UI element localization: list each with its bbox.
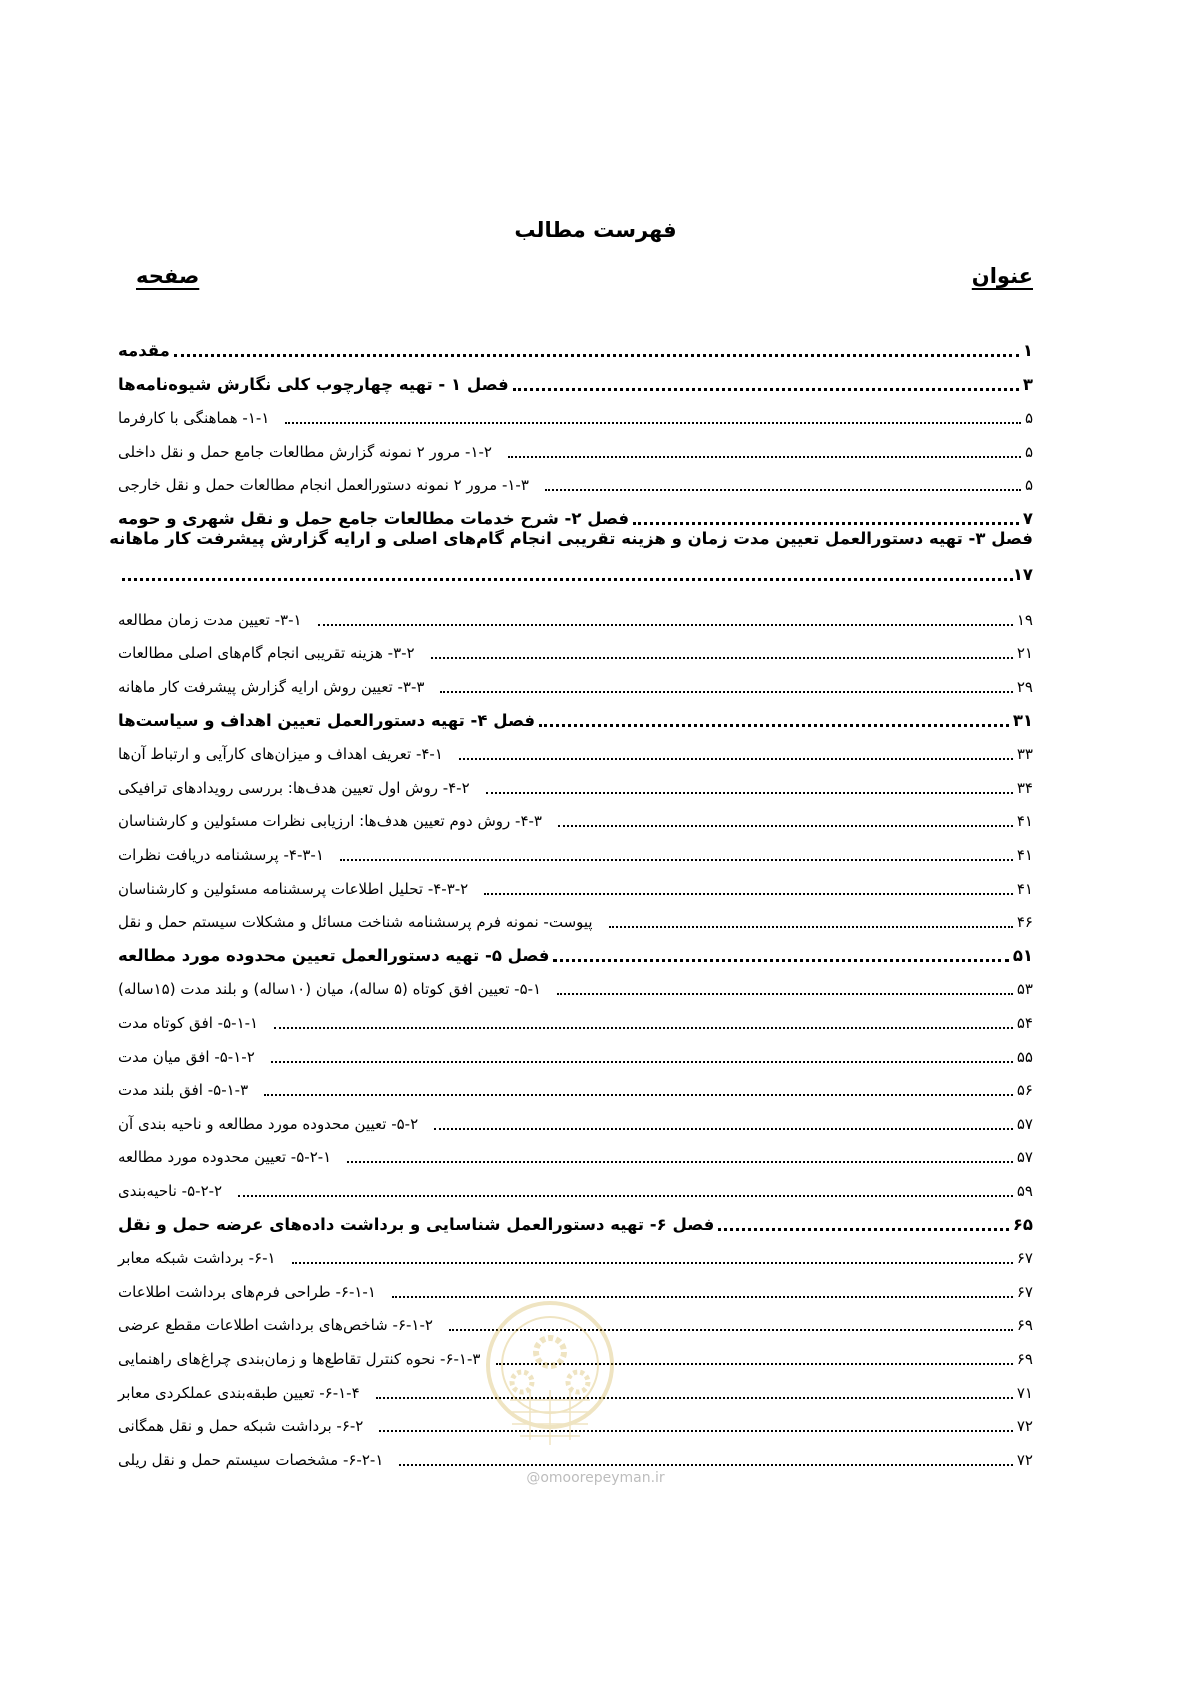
toc-entry-page: ۵۷ xyxy=(1016,1148,1033,1167)
toc-entry[interactable] xyxy=(118,796,1033,832)
watermark-logo-icon xyxy=(480,1290,620,1460)
toc-entry-title: ۳-۳- تعیین روش ارایه گزارش پیشرفت کار ماهانه xyxy=(118,678,425,696)
toc-entry[interactable] xyxy=(118,830,1033,866)
toc-title: فهرست مطالب xyxy=(514,218,677,242)
toc-entry-page: ۳۴ xyxy=(1016,778,1033,797)
toc-entry[interactable] xyxy=(118,1032,1033,1068)
dot-leader xyxy=(347,1161,1013,1163)
toc-entry-page: ۳ xyxy=(1022,374,1033,394)
dot-leader xyxy=(558,825,1013,827)
toc-entry-page: ۷۲ xyxy=(1016,1450,1033,1469)
toc-entry[interactable] xyxy=(118,595,1033,631)
toc-entry-title: ۱-۲- مرور ۲ نمونه گزارش مطالعات جامع حمل و نقل داخلی xyxy=(118,442,492,461)
toc-entry-title: ۴-۱- تعریف اهداف و میزان‌های کارآیی و ارتباط آن‌ها xyxy=(118,745,443,764)
dot-leader xyxy=(459,758,1013,760)
dot-leader xyxy=(431,657,1013,659)
dot-leader xyxy=(264,1094,1013,1096)
toc-entry-page: ۱۷ xyxy=(1012,564,1033,584)
toc-entry-page: ۵۹ xyxy=(1016,1182,1033,1200)
dot-leader xyxy=(513,388,1019,391)
dot-leader xyxy=(318,624,1013,626)
toc-entry-title: فصل ۵- تهیه دستورالعمل تعیین محدوده مورد مطالعه xyxy=(118,945,550,965)
toc-entry-page: ۵۶ xyxy=(1016,1081,1033,1100)
toc-entry-page: ۵۴ xyxy=(1016,1014,1033,1032)
toc-entry-title: ۶-۱-۱- طراحی فرم‌های برداشت اطلاعات xyxy=(118,1282,376,1301)
toc-entry[interactable] xyxy=(118,494,1033,530)
toc-entry[interactable] xyxy=(118,931,1033,967)
toc-entry-page: ۱۹ xyxy=(1016,610,1033,629)
dot-leader xyxy=(376,1397,1013,1399)
toc-entry-title: ۶-۲-۱- مشخصات سیستم حمل و نقل ریلی xyxy=(118,1450,384,1469)
toc-entry-title: ۵-۲- تعیین محدوده مورد مطالعه و ناحیه بندی آن xyxy=(118,1114,419,1133)
toc-entry-title: ۱-۳- مرور ۲ نمونه دستورالعمل انجام مطالعات حمل و نقل خارجی xyxy=(118,476,529,495)
toc-entry-title: ۶-۲- برداشت شبکه حمل و نقل همگانی xyxy=(118,1417,364,1436)
toc-entry-page: ۵ xyxy=(1024,442,1033,461)
dot-leader xyxy=(292,1262,1013,1264)
toc-entry-title: ۵-۱- تعیین افق کوتاه (۵ ساله)، میان (۱۰ساله) و بلند مدت (۱۵ساله) xyxy=(118,980,542,999)
toc-entry-page: ۴۱ xyxy=(1016,812,1033,831)
toc-entry-title: ۶-۱-۲- شاخص‌های برداشت اطلاعات مقطع عرضی xyxy=(118,1316,433,1335)
toc-entry-title: ۵-۱-۱- افق کوتاه مدت xyxy=(118,1014,259,1032)
toc-entry-page: ۵۳ xyxy=(1016,980,1033,999)
toc-entry[interactable] xyxy=(118,729,1033,765)
toc-entry-title: ۵-۲-۱- تعیین محدوده مورد مطالعه xyxy=(118,1148,332,1167)
toc-entry[interactable] xyxy=(118,998,1033,1034)
toc-entry[interactable] xyxy=(118,696,1033,732)
toc-entry-title: ۳-۱- تعیین مدت زمان مطالعه xyxy=(118,610,302,629)
toc-entry-page: ۶۷ xyxy=(1016,1249,1033,1268)
toc-entry-page: ۳۳ xyxy=(1016,745,1033,764)
toc-entry[interactable] xyxy=(118,1132,1033,1168)
toc-entry-title: مقدمه xyxy=(118,341,170,360)
toc-entry[interactable] xyxy=(118,427,1033,463)
dot-leader xyxy=(434,1128,1013,1130)
toc-entry-title: ۶-۱- برداشت شبکه معابر xyxy=(118,1249,276,1268)
toc-entry[interactable] xyxy=(118,662,1033,698)
dot-leader xyxy=(238,1195,1013,1197)
toc-entry[interactable] xyxy=(118,460,1033,496)
toc-entry-page: ۷۲ xyxy=(1016,1417,1033,1436)
toc-entry-title: ۴-۳-۱- پرسشنامه دریافت نظرات xyxy=(118,846,324,864)
toc-entry-title: ۴-۲- روش اول تعیین هدف‌ها: بررسی رویدادهای ترافیکی xyxy=(118,778,470,797)
dot-leader xyxy=(440,691,1012,693)
dot-leader xyxy=(633,522,1019,525)
toc-entry-title: ۴-۳-۲- تحلیل اطلاعات پرسشنامه مسئولین و کارشناسان xyxy=(118,879,469,898)
toc-entry[interactable] xyxy=(118,1166,1033,1202)
toc-entry[interactable] xyxy=(118,1233,1033,1269)
dot-leader xyxy=(508,456,1021,458)
dot-leader xyxy=(539,724,1009,727)
dot-leader xyxy=(545,489,1021,491)
toc-entry-page: ۷ xyxy=(1022,509,1033,528)
dot-leader xyxy=(285,422,1021,424)
toc-entry-page: ۳۱ xyxy=(1012,710,1033,730)
toc-entry-title: ۶-۱-۳- نحوه کنترل تقاطع‌ها و زمان‌بندی چراغ‌های راهنمایی xyxy=(118,1350,481,1368)
toc-entry-page: ۶۹ xyxy=(1016,1350,1033,1368)
toc-entry-page: ۵ xyxy=(1024,476,1033,495)
toc-entry-page: ۵۷ xyxy=(1016,1114,1033,1133)
toc-entry-title: فصل ۶- تهیه دستورالعمل شناسایی و برداشت داده‌های عرضه حمل و نقل xyxy=(118,1214,715,1234)
dot-leader xyxy=(609,926,1013,928)
toc-entry-title: ۳-۲- هزینه تقریبی انجام گام‌های اصلی مطالعات xyxy=(118,644,415,663)
toc-entry[interactable] xyxy=(118,360,1033,396)
toc-entry-title: فصل ۴- تهیه دستورالعمل تعیین اهداف و سیاست‌ها xyxy=(118,710,536,730)
toc-entry-title: ۱-۱- هماهنگی با کارفرما xyxy=(118,409,270,428)
toc-entry-page: ۶۹ xyxy=(1016,1316,1033,1335)
toc-entry[interactable] xyxy=(118,897,1033,933)
dot-leader xyxy=(274,1027,1013,1029)
toc-entry-page: ۶۵ xyxy=(1012,1214,1033,1234)
dot-leader xyxy=(122,578,1013,581)
dot-leader xyxy=(340,859,1013,861)
toc-entry-page: ۵ xyxy=(1024,409,1033,428)
dot-leader xyxy=(486,792,1013,794)
dot-leader xyxy=(718,1228,1009,1231)
toc-entry[interactable] xyxy=(118,1099,1033,1135)
toc-entry-page: ۵۵ xyxy=(1016,1047,1033,1066)
toc-entry-title: فصل ۳- تهیه دستورالعمل تعیین مدت زمان و هزینه تقریبی انجام گام‌های اصلی و ارایه گزارش پیشرفت کار ماهانه xyxy=(109,528,1033,548)
toc-entry-title: فصل ۲- شرح خدمات مطالعات جامع حمل و نقل شهری و حومه xyxy=(118,509,630,528)
column-header-title: عنوان xyxy=(971,264,1033,288)
toc-entry-title: ۵-۱-۲- افق میان مدت xyxy=(118,1047,255,1066)
toc-entry[interactable] xyxy=(118,393,1033,429)
dot-leader xyxy=(174,354,1019,357)
column-header-page: صفحه xyxy=(136,264,200,288)
toc-entry-page: ۴۱ xyxy=(1016,846,1033,864)
toc-entry[interactable] xyxy=(118,1065,1033,1101)
toc-entry-page: ۷۱ xyxy=(1016,1383,1033,1402)
toc-entry-title: ۵-۱-۳- افق بلند مدت xyxy=(118,1081,249,1100)
toc-entry[interactable] xyxy=(118,964,1033,1000)
toc-entry-page: ۴۶ xyxy=(1016,913,1033,932)
toc-entry[interactable] xyxy=(109,528,1033,598)
toc-entry[interactable] xyxy=(118,864,1033,900)
toc-entry-page: ۲۹ xyxy=(1016,678,1033,696)
toc-entry-title: ۴-۳- روش دوم تعیین هدف‌ها: ارزیابی نظرات مسئولین و کارشناسان xyxy=(118,812,542,831)
toc-entry[interactable] xyxy=(118,326,1033,362)
toc-entry[interactable] xyxy=(118,1200,1033,1236)
toc-entry-title: ۵-۲-۲- ناحیه‌بندی xyxy=(118,1182,223,1200)
toc-entry-page: ۴۱ xyxy=(1016,879,1033,898)
toc-entry-page: ۲۱ xyxy=(1016,644,1033,663)
toc-entry-title: فصل ۱ - تهیه چهارچوب کلی نگارش شیوه‌نامه‌ها xyxy=(118,374,509,394)
dot-leader xyxy=(399,1464,1013,1466)
dot-leader xyxy=(484,893,1013,895)
toc-entry-page: ۵۱ xyxy=(1012,945,1033,965)
toc-entry[interactable] xyxy=(118,763,1033,799)
dot-leader xyxy=(271,1061,1013,1063)
toc-entry-page: ۱ xyxy=(1022,341,1033,360)
dot-leader xyxy=(553,959,1008,962)
toc-entry[interactable] xyxy=(118,628,1033,664)
watermark-text: @omoorepeyman.ir xyxy=(526,1470,665,1486)
toc-entry-title: پیوست- نمونه فرم پرسشنامه شناخت مسائل و مشکلات سیستم حمل و نقل xyxy=(118,913,593,932)
dot-leader xyxy=(379,1430,1013,1432)
toc-entry-page: ۶۷ xyxy=(1016,1282,1033,1301)
toc-entry-title: ۶-۱-۴- تعیین طبقه‌بندی عملکردی معابر xyxy=(118,1383,360,1402)
dot-leader xyxy=(557,993,1013,995)
